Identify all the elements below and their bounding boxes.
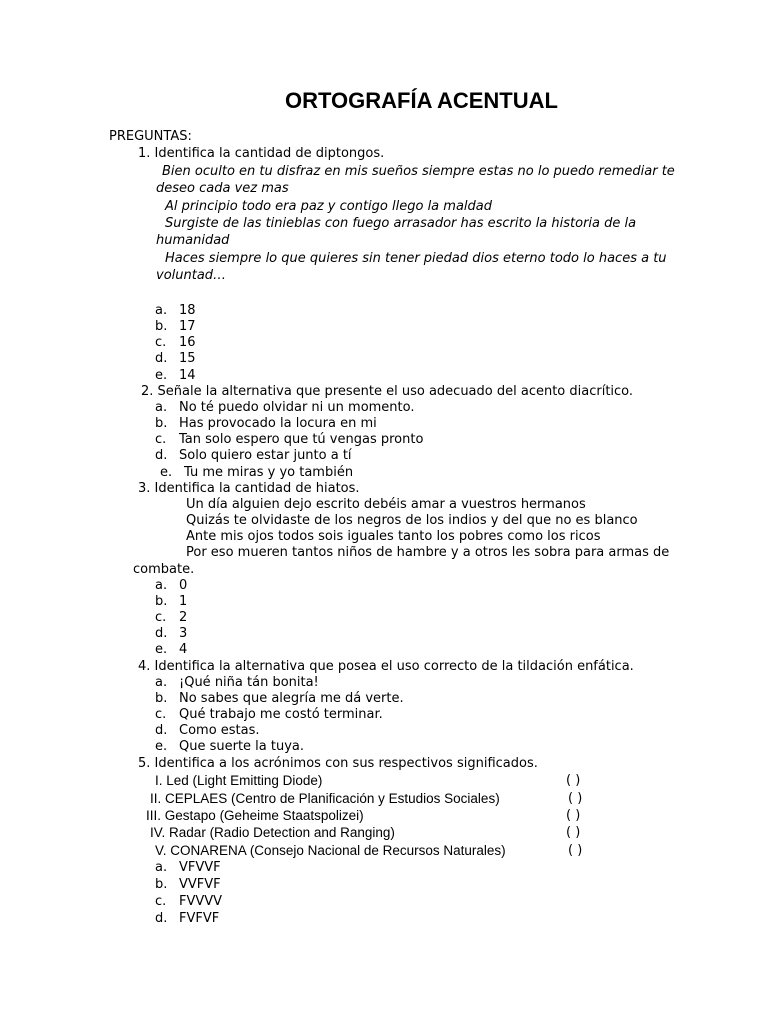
q3-option-b (155, 594, 187, 610)
option-text: ¡Qué niña tán bonita! (179, 675, 319, 690)
q2-option-b (155, 416, 377, 432)
q1-verse-line: Haces siempre lo que quieres sin tener piedad dios eterno todo lo haces a tu (165, 251, 667, 266)
item-text: Radar (Radio Detection and Ranging) (169, 825, 395, 840)
item-text: Gestapo (Geheime Staatspolizei) (164, 808, 364, 823)
item-text: Led (Light Emitting Diode) (166, 773, 323, 788)
option-letter: b. (155, 319, 168, 334)
option-text: 0 (179, 578, 188, 593)
option-letter: c. (155, 610, 167, 625)
option-text: 15 (179, 351, 196, 366)
option-text: No té puedo olvidar ni un momento. (179, 400, 415, 415)
q1-option-a (155, 303, 196, 319)
option-letter: d. (155, 723, 168, 738)
option-letter: a. (155, 860, 168, 875)
option-text: Tu me miras y yo también (184, 465, 354, 480)
q3-option-d (155, 626, 187, 642)
option-text: Que suerte la tuya. (179, 739, 305, 754)
option-letter: e. (155, 642, 168, 657)
q3-option-a (155, 578, 187, 594)
option-text: Has provocado la locura en mi (179, 416, 377, 431)
q2-option-e (160, 465, 353, 481)
q5-option-c (155, 894, 222, 910)
q3-prompt: 3. Identifica la cantidad de hiatos. (138, 481, 360, 496)
q4-option-b (155, 691, 404, 707)
q2-prompt: 2. Señale la alternativa que presente el uso adecuado del acento diacrítico. (141, 384, 634, 399)
option-letter: b. (155, 594, 168, 609)
q5-item-v (155, 843, 506, 859)
q1-prompt: 1. Identifica la cantidad de diptongos. (138, 146, 385, 161)
item-number: I. (155, 773, 163, 788)
option-text: 3 (179, 626, 188, 641)
item-number: II. (150, 791, 162, 806)
q3-verse-line: Un día alguien dejo escrito debéis amar a vuestros hermanos (186, 497, 586, 512)
item-number: IV. (150, 825, 166, 840)
q1-verse-line: deseo cada vez mas (156, 181, 289, 196)
option-letter: d. (155, 351, 168, 366)
option-letter: c. (155, 707, 167, 722)
option-text: 17 (179, 319, 196, 334)
option-text: VVFVF (179, 877, 221, 892)
q1-option-b (155, 319, 196, 335)
q1-option-c (155, 335, 196, 351)
q4-option-c (155, 707, 383, 723)
item-number: V. (155, 843, 167, 858)
option-letter: a. (155, 400, 168, 415)
option-text: FVVVV (179, 894, 223, 909)
option-text: 16 (179, 335, 196, 350)
q1-verse-line: Bien oculto en tu disfraz en mis sueños siempre estas no lo puedo remediar te (162, 164, 675, 179)
option-text: No sabes que alegría me dá verte. (179, 691, 404, 706)
q4-option-d (155, 723, 260, 739)
item-text: CONARENA (Consejo Nacional de Recursos Naturales) (170, 843, 506, 858)
option-text: Qué trabajo me costó terminar. (179, 707, 383, 722)
option-letter: b. (155, 691, 168, 706)
option-text: 2 (179, 610, 188, 625)
q1-verse-line: humanidad (156, 233, 230, 248)
q5-option-a (155, 860, 221, 876)
option-text: Como estas. (179, 723, 260, 738)
q1-verse-line: Al principio todo era paz y contigo llego la maldad (165, 199, 492, 214)
q5-item-i (155, 773, 322, 789)
option-text: 14 (179, 368, 196, 383)
q5-answer-blank: ( ) (568, 791, 583, 806)
option-text: FVFVF (179, 911, 220, 926)
q1-verse-line: Surgiste de las tinieblas con fuego arrasador has escrito la historia de la (165, 216, 637, 231)
option-letter: c. (155, 335, 167, 350)
option-text: Tan solo espero que tú vengas pronto (179, 432, 424, 447)
option-letter: c. (155, 432, 167, 447)
option-letter: d. (155, 448, 168, 463)
option-text: 18 (179, 303, 196, 318)
option-text: Solo quiero estar junto a tí (179, 448, 352, 463)
page-title: ORTOGRAFÍA ACENTUAL (285, 88, 558, 113)
option-letter: b. (155, 877, 168, 892)
q3-verse-line: Quizás te olvidaste de los negros de los indios y del que no es blanco (186, 513, 638, 528)
q1-option-e (155, 368, 196, 384)
q3-verse-line: Ante mis ojos todos sois iguales tanto los pobres como los ricos (186, 529, 601, 544)
q4-prompt: 4. Identifica la alternativa que posea el uso correcto de la tildación enfática. (138, 659, 634, 674)
option-letter: a. (155, 675, 168, 690)
option-letter: d. (155, 911, 168, 926)
q2-option-d (155, 448, 352, 464)
q5-answer-blank: ( ) (566, 808, 581, 823)
q5-item-iii (146, 808, 364, 824)
option-letter: a. (155, 578, 168, 593)
q5-item-iv (150, 825, 395, 841)
option-text: 4 (179, 642, 188, 657)
q5-answer-blank: ( ) (566, 825, 581, 840)
q2-option-c (155, 432, 423, 448)
section-label: PREGUNTAS: (109, 129, 192, 144)
option-letter: e. (155, 739, 168, 754)
q3-verse-line: Por eso mueren tantos niños de hambre y a otros les sobra para armas de (186, 545, 670, 560)
q5-answer-blank: ( ) (568, 843, 583, 858)
option-letter: d. (155, 626, 168, 641)
option-letter: c. (155, 894, 167, 909)
q3-verse-line: combate. (133, 562, 195, 577)
q5-option-d (155, 911, 219, 927)
q5-prompt: 5. Identifica a los acrónimos con sus respectivos significados. (138, 756, 538, 771)
q2-option-a (155, 400, 415, 416)
q3-option-e (155, 642, 187, 658)
item-number: III. (146, 808, 162, 823)
option-letter: a. (155, 303, 168, 318)
q1-option-d (155, 351, 196, 367)
option-letter: e. (160, 465, 173, 480)
option-letter: e. (155, 368, 168, 383)
option-text: 1 (179, 594, 188, 609)
q4-option-e (155, 739, 304, 755)
q5-item-ii (150, 791, 500, 807)
option-letter: b. (155, 416, 168, 431)
q1-verse-line: voluntad… (156, 268, 227, 283)
item-text: CEPLAES (Centro de Planificación y Estudios Sociales) (165, 791, 500, 806)
q5-answer-blank: ( ) (566, 773, 581, 788)
q4-option-a (155, 675, 319, 691)
q3-option-c (155, 610, 187, 626)
q5-option-b (155, 877, 221, 893)
option-text: VFVVF (179, 860, 221, 875)
